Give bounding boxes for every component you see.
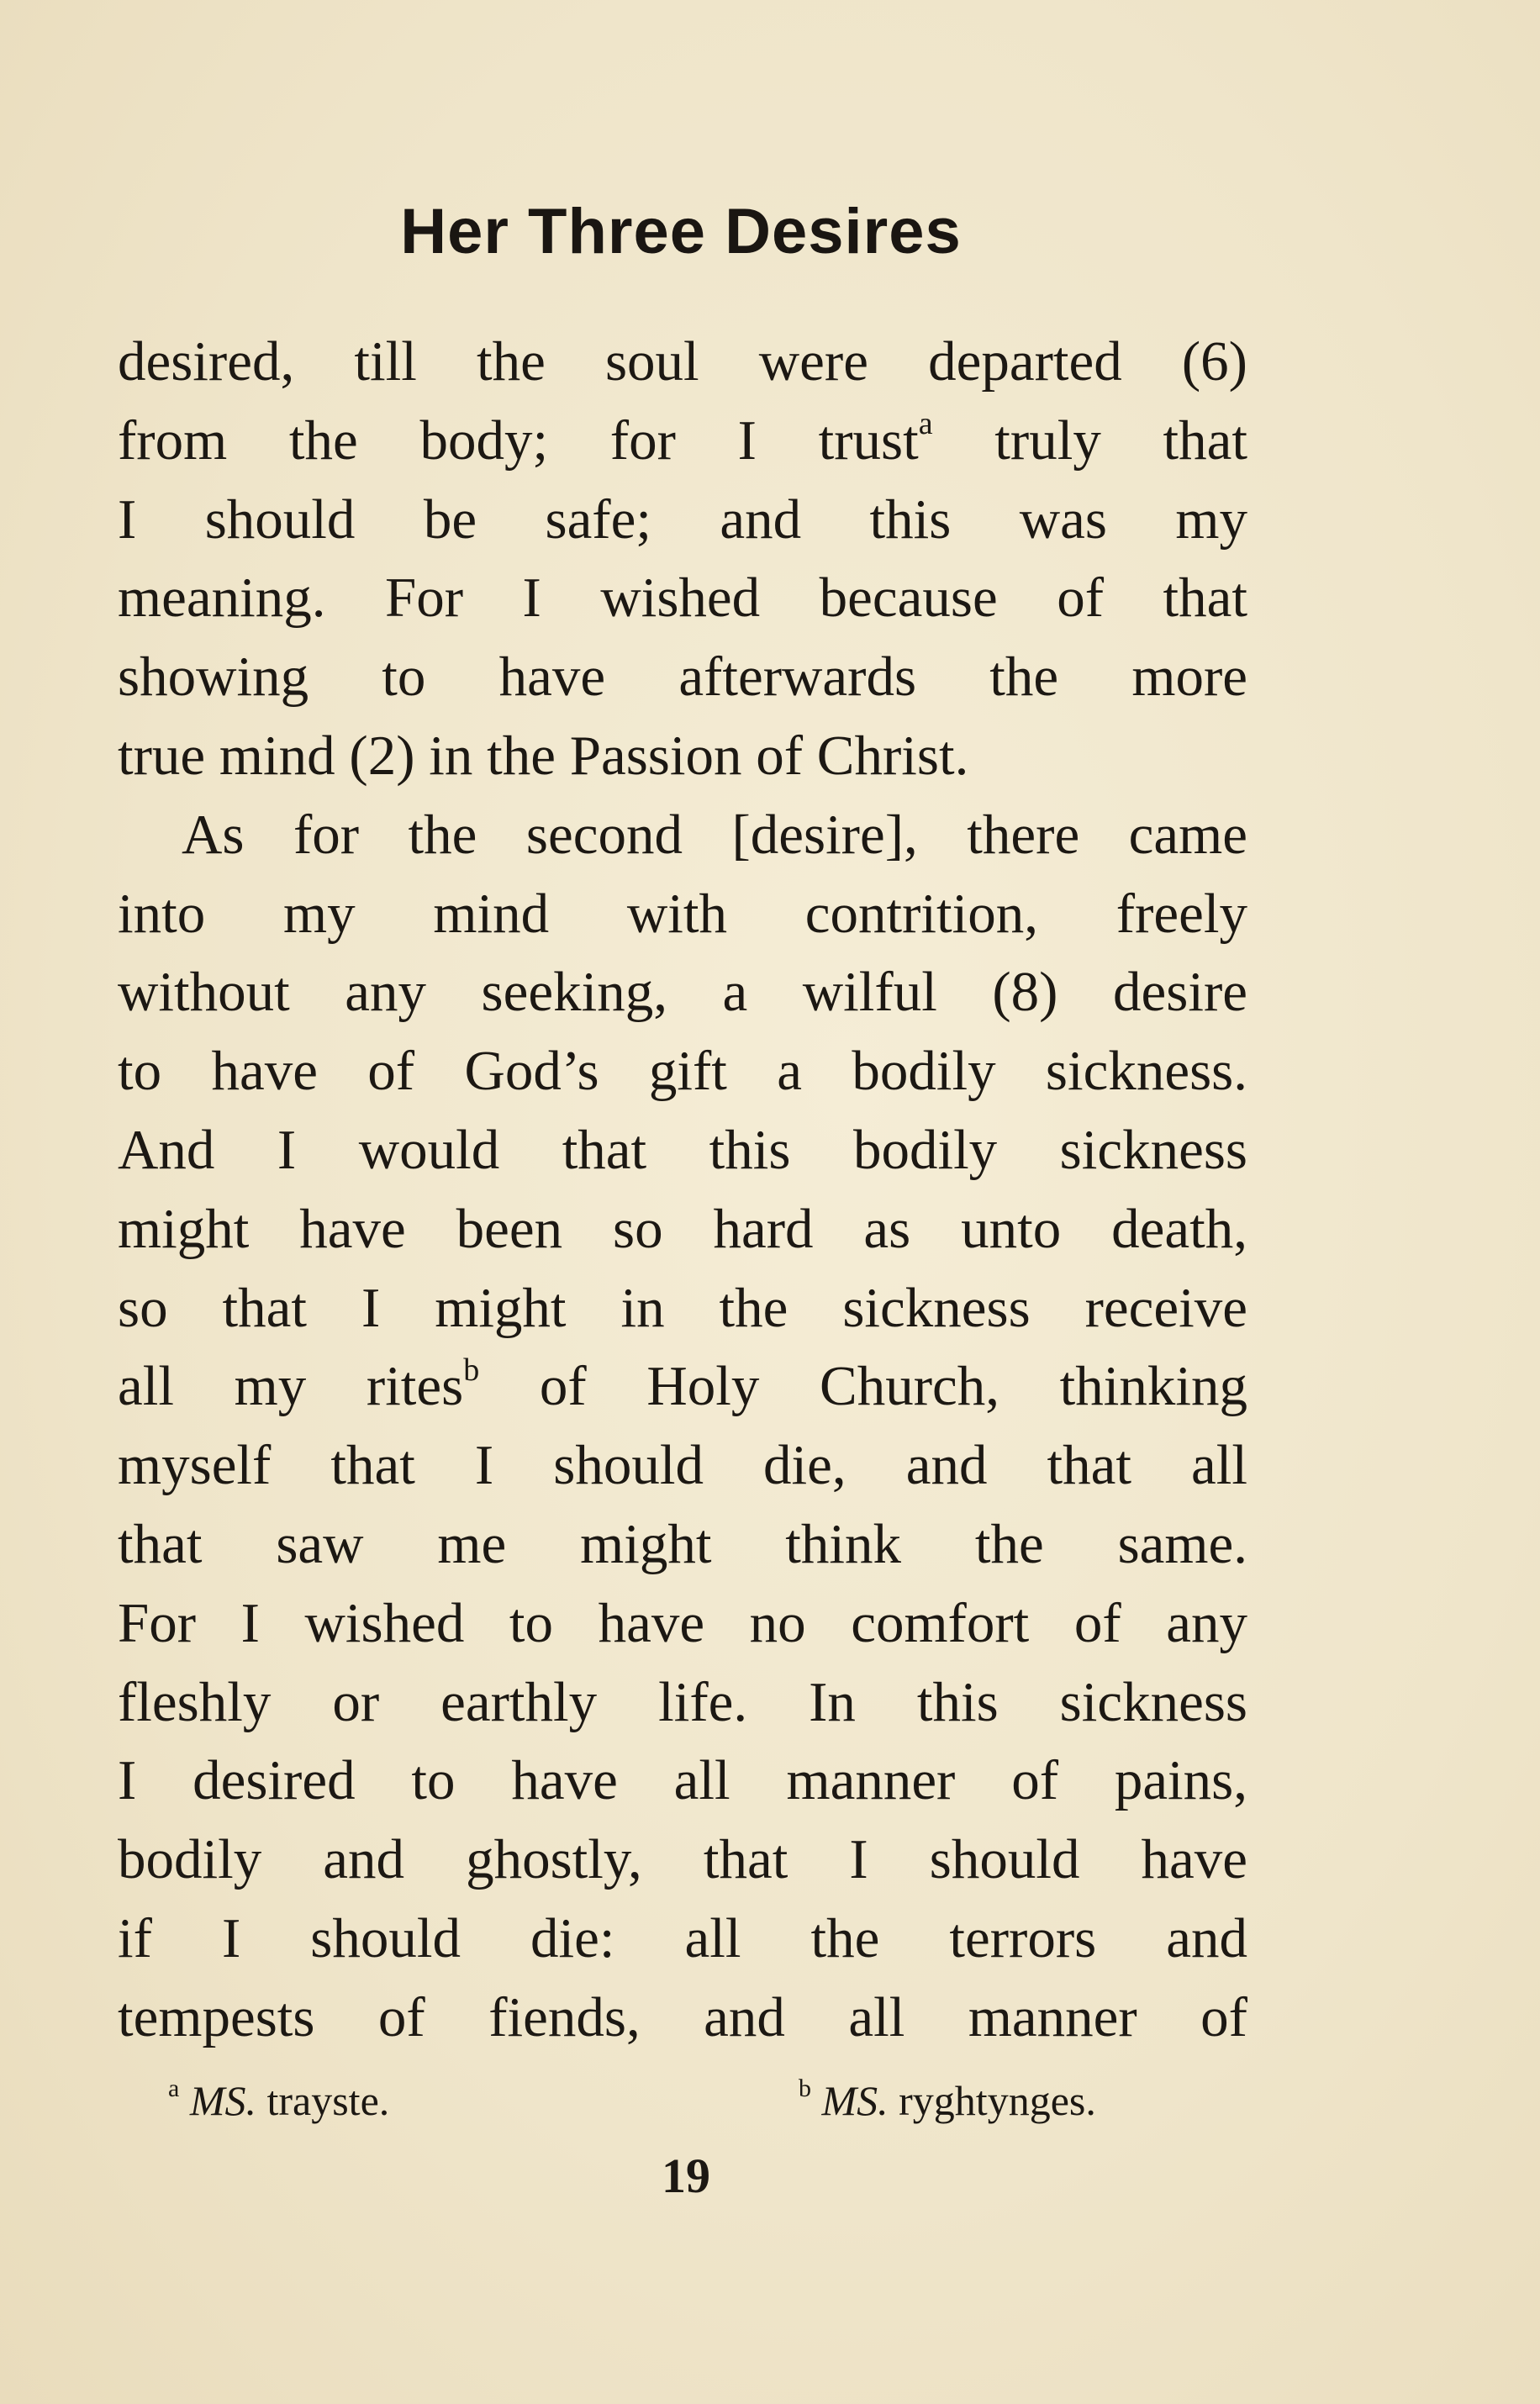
page-number: 19 <box>662 2148 710 2203</box>
footnote-text: trayste. <box>266 2077 390 2124</box>
text-line: I should be safe; and this was my <box>118 488 1247 551</box>
text-line: And I would that this bodily sickness <box>118 1118 1247 1181</box>
footnote-source: MS. <box>189 2077 256 2124</box>
text-line: if I should die: all the terrors and <box>118 1906 1247 1969</box>
text-line: showing to have afterwards the more <box>118 646 1247 709</box>
text-line: I desired to have all manner of pains, <box>118 1749 1247 1812</box>
text-line-part: truly that <box>994 409 1247 472</box>
text-line <box>118 402 1247 481</box>
text-line-part: of Holy Church, thinking <box>539 1355 1248 1418</box>
text-line: bodily and ghostly, that I should have <box>118 1828 1247 1891</box>
footnote-b <box>799 2076 1096 2125</box>
text-line: that saw me might think the same. <box>118 1512 1247 1575</box>
text-line: to have of God’s gift a bodily sickness. <box>118 1040 1247 1103</box>
text-line-part: all my rites <box>118 1355 464 1418</box>
footnote-mark: b <box>799 2075 811 2103</box>
text-line: desired, till the soul were departed (6) <box>118 330 1247 393</box>
footnote-text: ryghtynges. <box>899 2077 1096 2124</box>
text-line: For I wished to have no comfort of any <box>118 1591 1247 1654</box>
footnote-marker-b: b <box>463 1352 480 1389</box>
footnote-a <box>168 2076 389 2125</box>
text-line: might have been so hard as unto death, <box>118 1197 1247 1260</box>
text-line: myself that I should die, and that all <box>118 1434 1247 1497</box>
text-line: so that I might in the sickness receive <box>118 1276 1247 1339</box>
text-line <box>118 1347 1247 1426</box>
text-line-part: from the body; for I trust <box>118 409 919 472</box>
text-line: As for the second [desire], there came <box>182 803 1247 866</box>
text-line: true mind (2) in the Passion of Christ. <box>118 724 969 787</box>
footnote-source: MS. <box>821 2077 889 2124</box>
text-line: meaning. For I wished because of that <box>118 567 1247 630</box>
footnote-mark: a <box>168 2075 180 2103</box>
text-line: tempests of fiends, and all manner of <box>118 1985 1247 2048</box>
text-line: into my mind with contrition, freely <box>118 882 1247 945</box>
text-line: fleshly or earthly life. In this sickness <box>118 1670 1247 1733</box>
running-head: Her Three Desires <box>400 196 962 267</box>
body-text <box>118 323 1247 2058</box>
footnote-marker-a: a <box>918 406 933 442</box>
text-line: without any seeking, a wilful (8) desire <box>118 961 1247 1024</box>
